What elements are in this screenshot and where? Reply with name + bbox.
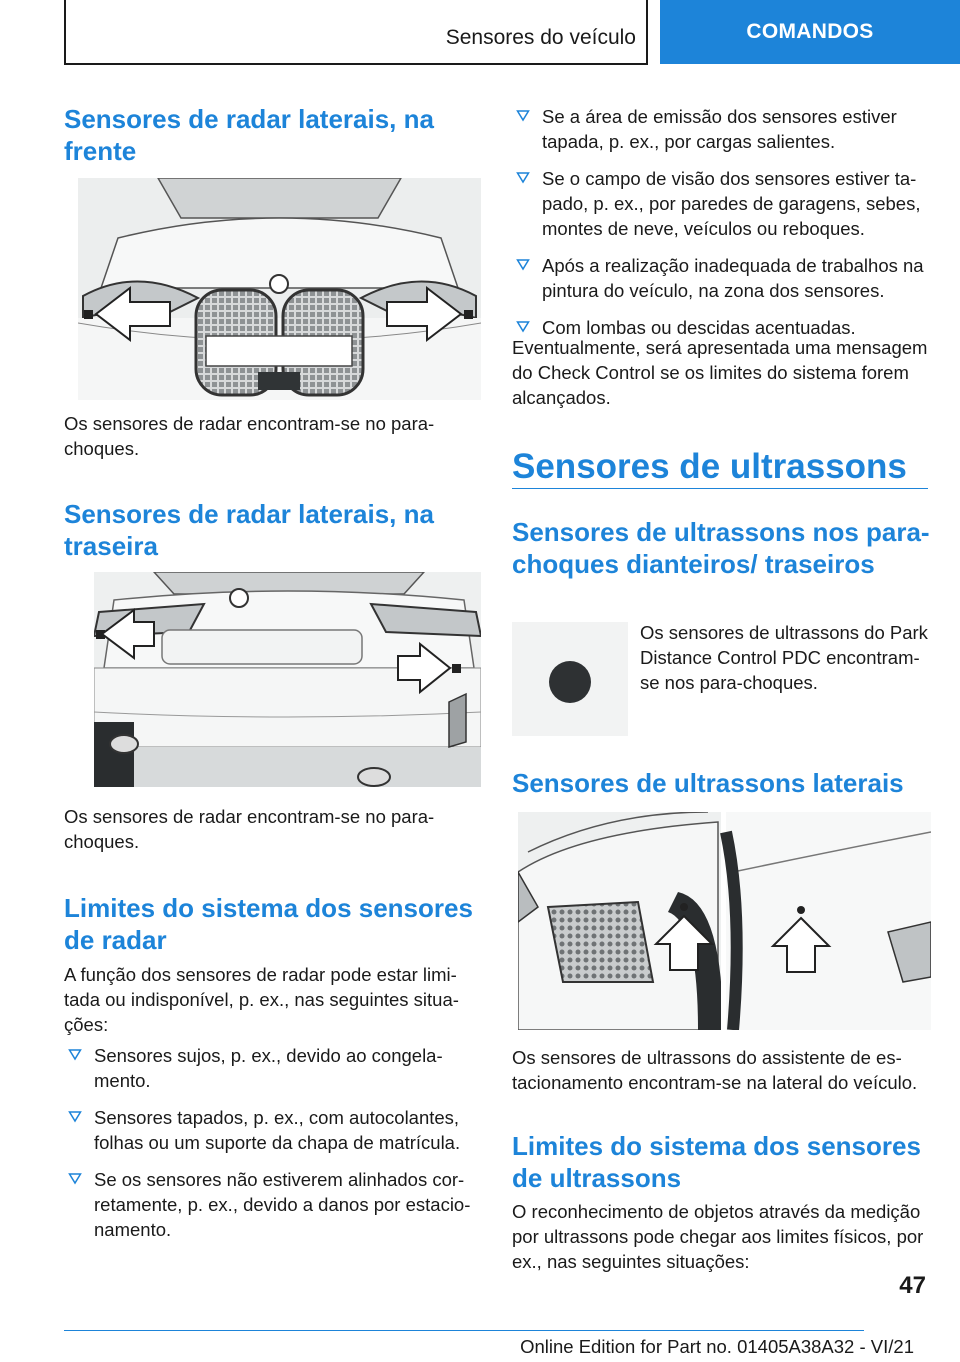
header-section-title: Sensores do veículo bbox=[445, 26, 636, 49]
lateral-sensors-illustration bbox=[518, 812, 931, 1030]
paragraph-radar-front: Os sensores de radar encontram-se no para-choques. bbox=[64, 413, 435, 459]
bullet-triangle-icon bbox=[516, 170, 530, 184]
list-item bbox=[512, 166, 932, 241]
header-right-rule bbox=[646, 0, 648, 64]
list-item bbox=[64, 1105, 484, 1155]
paragraph-ultrasonic-lateral: Os sensores de ultrassons do assistente de estacionamento encontram-se na lateral do veículo. bbox=[512, 1047, 918, 1093]
rear-car-illustration bbox=[94, 572, 481, 787]
paragraph-check-control: Eventualmente, será apresentada uma mensagem do Check Control se os limites do sistema forem alcançados. bbox=[512, 337, 928, 408]
list-item-text: Sensores tapados, p. ex., com autocolantes, folhas ou um suporte da chapa de matrícula. bbox=[94, 1107, 461, 1153]
paragraph-ultrasonic-limits: O reconhecimento de objetos através da medição por ultrassons pode chegar aos limites físicos, por ex., nas seguintes situações: bbox=[512, 1201, 924, 1272]
list-item bbox=[512, 253, 932, 303]
bullet-triangle-icon bbox=[516, 319, 530, 333]
paragraph-ultrasonic-bumpers: Os sensores de ultrassons do Park Distance Control PDC encontram-se nos para-choques. bbox=[640, 622, 928, 693]
list-item-text: Sensores sujos, p. ex., devido ao congelamento. bbox=[94, 1045, 443, 1091]
list-item-text: Após a realização inadequada de trabalhos na pintura do veículo, na zona dos sensores. bbox=[542, 255, 924, 301]
footer-rule bbox=[64, 1330, 864, 1331]
header-bottom-rule bbox=[64, 63, 648, 65]
header-chapter-tab[interactable]: COMANDOS bbox=[660, 0, 960, 64]
paragraph-radar-rear: Os sensores de radar encontram-se no para-choques. bbox=[64, 806, 435, 852]
list-item-text: Se o campo de visão dos sensores estiver tapado, p. ex., por paredes de garagens, sebes, montes de neve, veículos ou reboques. bbox=[542, 168, 921, 239]
ultrasonic-sensor-illustration bbox=[512, 622, 628, 736]
header-left-rule bbox=[64, 0, 66, 64]
radar-limits-list bbox=[64, 1043, 484, 1242]
bullet-triangle-icon bbox=[516, 257, 530, 271]
list-item-text: Se a área de emissão dos sensores estiver tapada, p. ex., por cargas salientes. bbox=[542, 106, 897, 152]
bullet-triangle-icon bbox=[68, 1047, 82, 1061]
heading-radar-front: Sensores de radar laterais, na frente bbox=[64, 104, 434, 166]
front-car-illustration bbox=[78, 178, 481, 400]
footer-edition: Online Edition for Part no. 01405A38A32 - VI/21 bbox=[520, 1336, 914, 1357]
list-item bbox=[512, 104, 932, 154]
heading-underline bbox=[512, 488, 928, 489]
page-number: 47 bbox=[899, 1272, 926, 1299]
heading-radar-rear: Sensores de radar laterais, na traseira bbox=[64, 499, 434, 561]
heading-ultrasonic-sensors: Sensores de ultrassons bbox=[512, 447, 907, 486]
heading-ultrasonic-lateral: Sensores de ultrassons laterais bbox=[512, 768, 904, 798]
list-item bbox=[64, 1167, 484, 1242]
list-item-text: Se os sensores não estiverem alinhados corretamente, p. ex., devido a danos por estacionamento. bbox=[94, 1169, 471, 1240]
bullet-triangle-icon bbox=[516, 108, 530, 122]
list-item bbox=[64, 1043, 484, 1093]
heading-ultrasonic-bumpers: Sensores de ultrassons nos para-choques dianteiros/ traseiros bbox=[512, 517, 930, 579]
heading-radar-limits: Limites do sistema dos sensores de radar bbox=[64, 893, 473, 955]
heading-ultrasonic-limits: Limites do sistema dos sensores de ultrassons bbox=[512, 1131, 921, 1193]
bullet-triangle-icon bbox=[68, 1171, 82, 1185]
radar-limits-list-continued bbox=[512, 104, 932, 340]
bullet-triangle-icon bbox=[68, 1109, 82, 1123]
list-item-text: Com lombas ou descidas acentuadas. bbox=[542, 317, 856, 338]
paragraph-radar-limits: A função dos sensores de radar pode estar limitada ou indisponível, p. ex., nas seguintes situações: bbox=[64, 964, 459, 1035]
